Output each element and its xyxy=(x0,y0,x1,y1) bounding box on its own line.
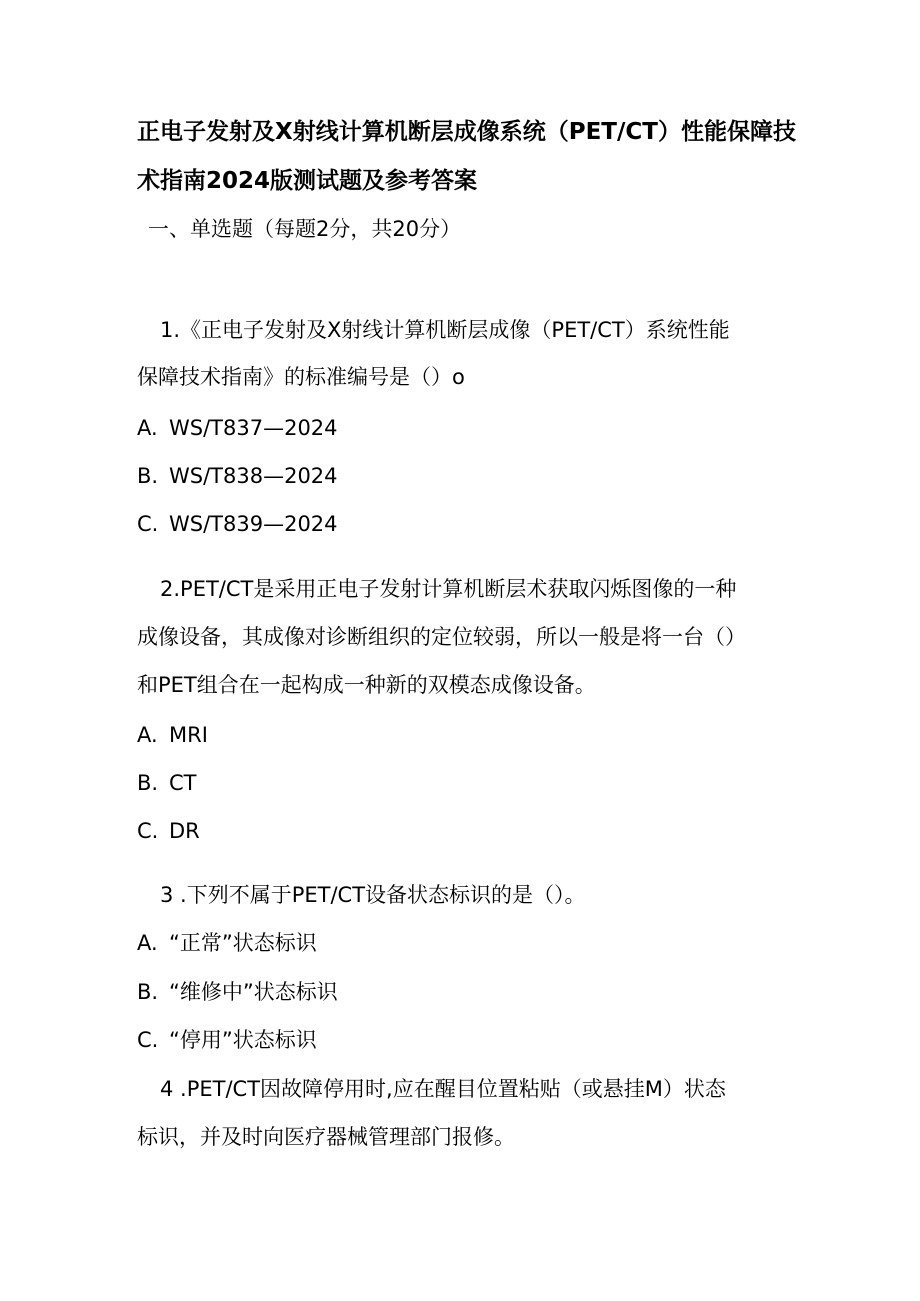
option-text: MRI xyxy=(169,723,208,747)
option-text: DR xyxy=(169,819,200,843)
question-3-option-a xyxy=(137,928,317,958)
option-letter: C. xyxy=(137,512,159,536)
question-1-option-a xyxy=(137,413,338,443)
option-text: “正常”状态标识 xyxy=(169,931,317,955)
option-letter: A. xyxy=(137,931,158,955)
option-letter: B. xyxy=(137,771,159,795)
question-2-line-1: 2.PET/CT是采用正电子发射计算机断层术获取闪烁图像的一种 xyxy=(160,577,737,601)
option-letter: C. xyxy=(137,819,159,843)
option-letter: B. xyxy=(137,464,159,488)
question-1-option-c xyxy=(137,509,338,539)
option-text: WS/T837—2024 xyxy=(169,416,338,440)
question-2-line-2: 成像设备，其成像对诊断组织的定位较弱，所以一般是将一台（） xyxy=(137,625,746,649)
option-letter: A. xyxy=(137,416,158,440)
document-title-line-1: 正电子发射及X射线计算机断层成像系统（PET/CT）性能保障技 xyxy=(137,119,796,145)
option-text: WS/T838—2024 xyxy=(169,464,338,488)
question-2-option-b xyxy=(137,768,197,798)
option-letter: A. xyxy=(137,723,158,747)
question-3-line-1: 3 .下列不属于PET/CT设备状态标识的是（）。 xyxy=(160,883,586,907)
document-title-line-2: 术指南2024版测试题及参考答案 xyxy=(137,168,478,194)
section-heading: 一、单选题（每题2分，共20分） xyxy=(148,217,462,241)
question-2-option-c xyxy=(137,816,200,846)
question-4-line-2: 标识，并及时向医疗器械管理部门报修。 xyxy=(137,1125,515,1149)
option-text: CT xyxy=(169,771,197,795)
question-1-option-b xyxy=(137,461,338,491)
question-1-line-2: 保障技术指南》的标准编号是（）o xyxy=(137,365,465,389)
question-2-option-a xyxy=(137,720,208,750)
question-3-option-c xyxy=(137,1025,317,1055)
option-text: WS/T839—2024 xyxy=(169,512,338,536)
option-text: “停用”状态标识 xyxy=(169,1028,317,1052)
question-1-line-1: 1.《正电子发射及X射线计算机断层成像（PET/CT）系统性能 xyxy=(160,318,730,342)
question-2-line-3: 和PET组合在一起构成一种新的双模态成像设备。 xyxy=(137,673,596,697)
option-letter: C. xyxy=(137,1028,159,1052)
question-4-line-1: 4 .PET/CT因故障停用时,应在醒目位置粘贴（或悬挂M）状态 xyxy=(160,1077,726,1101)
question-3-option-b xyxy=(137,977,338,1007)
option-letter: B. xyxy=(137,980,159,1004)
option-text: “维修中”状态标识 xyxy=(169,980,338,1004)
